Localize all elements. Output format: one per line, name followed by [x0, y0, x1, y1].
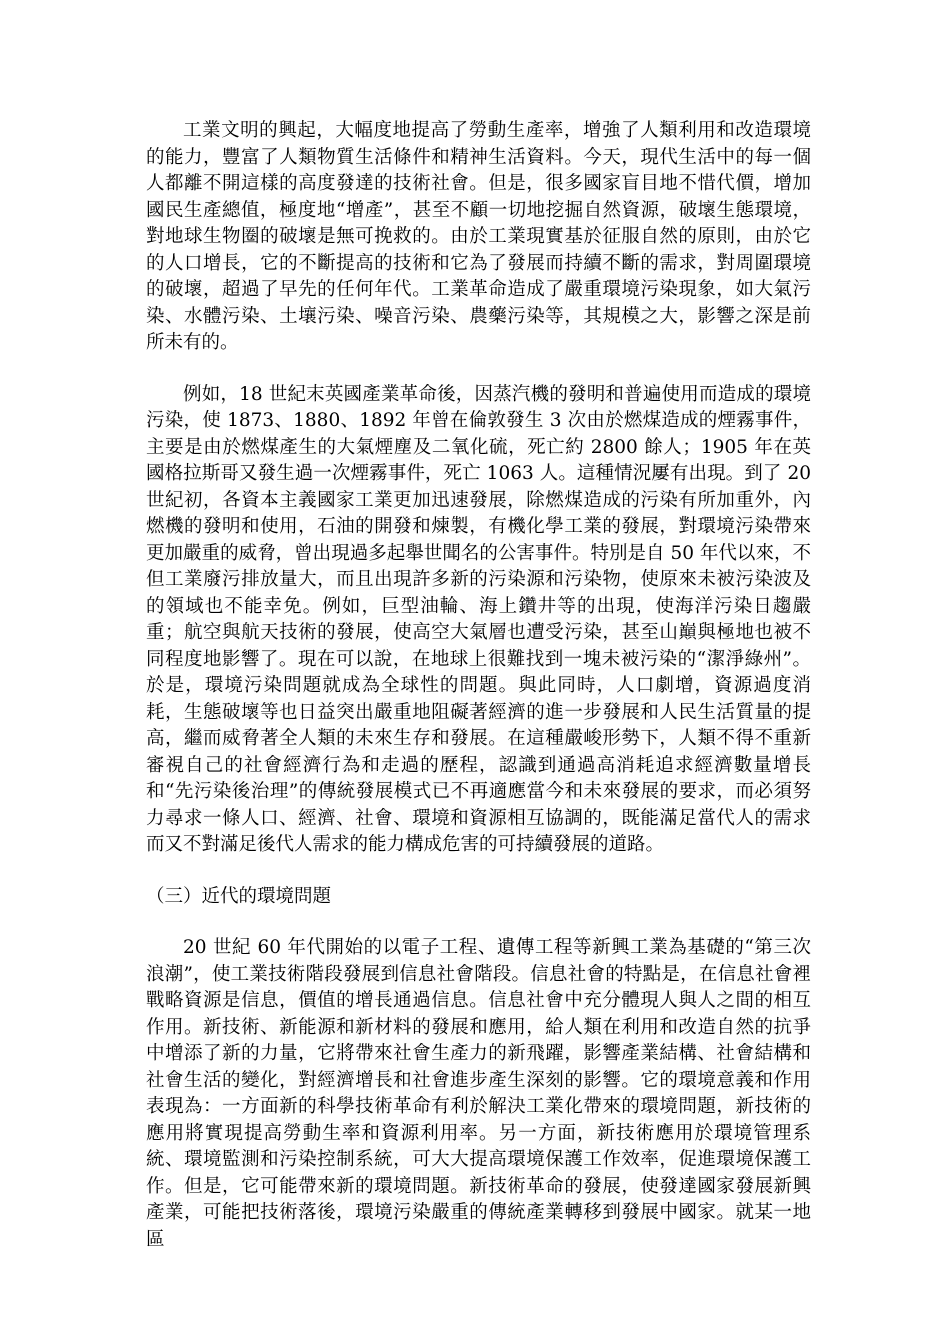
paragraph-pollution-history: 例如，18 世紀末英國產業革命後，因蒸汽機的發明和普遍使用而造成的環境污染，使 1873、1880、1892 年曾在倫敦發生 3 次由於燃煤造成的煙霧事件，主要是由於燃煤產生的大氣煙塵及二氧化硫，死亡約 2800 餘人；1905 年在英國格拉斯哥又發生過一次煙霧事件，死亡 1063 人。這種情況屢有出現。到了 20 世紀初，各資本主義國家工業更加迅速發展，除燃煤造成的污染有所加重外，內燃機的發明和使用，石油的開發和煉製，有機化學工業的發展，對環境污染帶來更加嚴重的威脅，曾出現過多起舉世聞名的公害事件。特別是自 50 年代以來，不但工業廢污排放量大，而且出現許多新的污染源和污染物，使原來未被污染波及的領域也不能幸免。例如，巨型油輪、海上鑽井等的出現，使海洋污染日趨嚴重；航空與航天技術的發展，使高空大氣層也遭受污染，甚至山巔與極地也被不同程度地影響了。現在可以說，在地球上很難找到一塊未被污染的“潔淨綠州”。於是，環境污染問題就成為全球性的問題。與此同時，人口劇增，資源過度消耗，生態破壞等也日益突出嚴重地阻礙著經濟的進一步發展和人民生活質量的提高，繼而威脅著全人類的未來生存和發展。在這種嚴峻形勢下，人類不得不重新審視自己的社會經濟行為和走過的歷程，認識到通過高消耗追求經濟數量增長和“先污染後治理”的傳統發展模式已不再適應當今和未來發展的要求，而必須努力尋求一條人口、經濟、社會、環境和資源相互協調的，既能滿足當代人的需求而又不對滿足後代人需求的能力構成危害的可持續發展的道路。: [146, 383, 811, 855]
paragraph-information-society: 20 世紀 60 年代開始的以電子工程、遺傳工程等新興工業為基礎的“第三次浪潮”，使工業技術階段發展到信息社會階段。信息社會的特點是，在信息社會裡戰略資源是信息，價值的增長通過信息。信息社會中充分體現人與人之間的相互作用。新技術、新能源和新材料的發展和應用，給人類在利用和改造自然的抗爭中增添了新的力量，它將帶來社會生產力的新飛躍，影響產業結構、社會結構和社會生活的變化，對經濟增長和社會進步產生深刻的影響。它的環境意義和作用表現為：一方面新的科學技術革命有利於解決工業化帶來的環境問題，新技術的應用將實現提高勞動生率和資源利用率。另一方面，新技術應用於環境管理系統、環境監測和污染控制系統，可大大提高環境保護工作效率，促進環境保護工作。但是，它可能帶來新的環境問題。新技術革命的發展，使發達國家發展新興產業，可能把技術落後，環境污染嚴重的傳統產業轉移到發展中國家。就某一地區: [146, 937, 811, 1250]
document-page: [146, 118, 811, 1278]
section-heading: （三）近代的環境問題: [146, 885, 332, 907]
paragraph-industrial-civilization: 工業文明的興起，大幅度地提高了勞動生產率，增強了人類利用和改造環境的能力，豐富了人類物質生活條件和精神生活資料。今天，現代生活中的每一個人都離不開這樣的高度發達的技術社會。但是，很多國家盲目地不惜代價，增加國民生產總值，極度地“增產”，甚至不顧一切地挖掘自然資源，破壞生態環境，對地球生物圈的破壞是無可挽救的。由於工業現實基於征服自然的原則，由於它的人口增長，它的不斷提高的技術和它為了發展而持續不斷的需求，對周圍環境的破壞，超過了早先的任何年代。工業革命造成了嚴重環境污染現象，如大氣污染、水體污染、土壤污染、噪音污染、農藥污染等，其規模之大，影響之深是前所未有的。: [146, 120, 811, 353]
